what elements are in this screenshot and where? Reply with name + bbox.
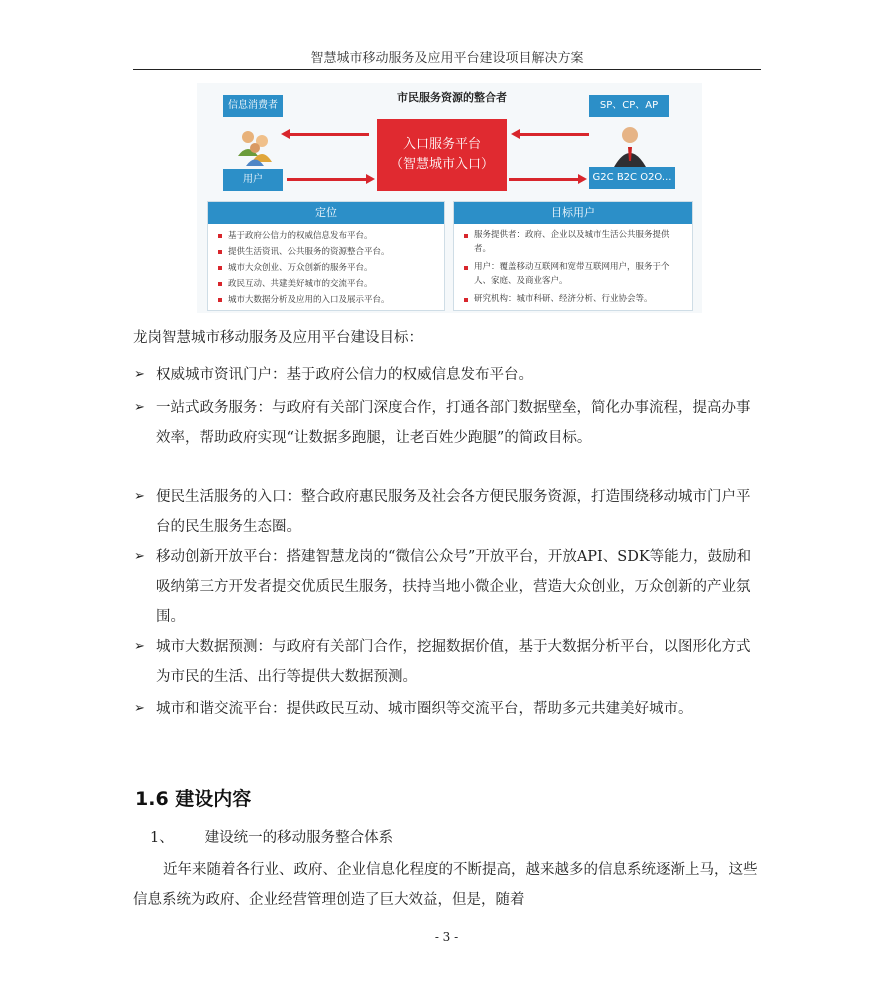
- bullet-item: [133, 482, 761, 542]
- center-line1: 入口服务平台: [402, 137, 481, 152]
- figure-title: 市民服务资源的整合者: [397, 91, 507, 104]
- center-line2: （智慧城市入口）: [389, 157, 494, 172]
- list-item: 服务提供者：政府、企业以及城市生活公共服务提供者。: [464, 228, 684, 256]
- service-types-badge: G2C B2C O2O...: [589, 167, 675, 189]
- target-users-panel-title: 目标用户: [454, 202, 692, 224]
- arrow-to-consumer: [289, 133, 369, 136]
- list-item: 研究机构：城市科研、经济分析、行业协会等。: [464, 292, 684, 306]
- bullet-text: 城市和谐交流平台：提供政民互动、城市圈织等交流平台，帮助多元共建美好城市。: [156, 701, 693, 717]
- bullet-text: 权威城市资讯门户：基于政府公信力的权威信息发布平台。: [156, 367, 533, 383]
- list-item: 政民互动、共建美好城市的交流平台。: [218, 276, 436, 292]
- list-item: 城市大数据分析及应用的入口及展示平台。: [218, 292, 436, 308]
- arrow-from-provider: [519, 133, 589, 136]
- users-icon: [235, 126, 275, 166]
- bullet-marker-icon: ➢: [134, 489, 145, 504]
- page-number: - 3 -: [434, 930, 459, 944]
- architecture-figure: [197, 83, 702, 313]
- sp-cp-ap-badge: SP、CP、AP: [589, 95, 669, 117]
- bullet-marker-icon: ➢: [134, 701, 145, 716]
- positioning-panel: [207, 201, 445, 311]
- bullet-text: 一站式政务服务：与政府有关部门深度合作，打通各部门数据壁垒，简化办事流程，提高办事效率，帮助政府实现“让数据多跑腿，让老百姓少跑腿”的简政目标。: [156, 400, 751, 446]
- header-rule: [133, 69, 761, 70]
- section-title: 1.6 建设内容: [135, 788, 252, 810]
- intro-text: 龙岗智慧城市移动服务及应用平台建设目标：: [133, 330, 423, 346]
- positioning-panel-title: 定位: [208, 202, 444, 224]
- entry-platform-box: [377, 119, 507, 191]
- body-paragraph: 近年来随着各行业、政府、企业信息化程度的不断提高，越来越多的信息系统逐渐上马，这些信息系统为政府、企业经营管理创造了巨大效益，但是，随着: [133, 862, 758, 908]
- subsection-title: [150, 826, 393, 847]
- bullet-text: 移动创新开放平台：搭建智慧龙岗的“微信公众号”开放平台，开放API、SDK等能力，鼓励和吸纳第三方开发者提交优质民生服务，扶持当地小微企业，营造大众创业，万众创新的产业氛围。: [156, 549, 752, 625]
- subsection-number: 1、: [150, 830, 174, 846]
- list-item: 城市大众创业、万众创新的服务平台。: [218, 260, 436, 276]
- bullet-marker-icon: ➢: [134, 367, 145, 382]
- page-header: 智慧城市移动服务及应用平台建设项目解决方案: [310, 51, 584, 66]
- bullet-item: [133, 360, 761, 390]
- subsection-text: 建设统一的移动服务整合体系: [204, 830, 394, 846]
- bullet-marker-icon: ➢: [134, 549, 145, 564]
- businessman-icon: [612, 125, 648, 167]
- arrow-from-user: [287, 178, 367, 181]
- list-item: 提供生活资讯、公共服务的资源整合平台。: [218, 244, 436, 260]
- info-consumer-badge: 信息消费者: [223, 95, 283, 117]
- target-users-panel: [453, 201, 693, 311]
- bullet-item: [133, 393, 761, 453]
- bullet-text: 城市大数据预测：与政府有关部门合作，挖掘数据价值，基于大数据分析平台，以图形化方式为市民的生活、出行等提供大数据预测。: [156, 639, 751, 685]
- bullet-item: [133, 632, 761, 692]
- arrow-to-services: [509, 178, 579, 181]
- list-item: 用户：覆盖移动互联网和宽带互联网用户，服务于个人、家庭、及商业客户。: [464, 260, 684, 288]
- bullet-text: 便民生活服务的入口：整合政府惠民服务及社会各方便民服务资源，打造围绕移动城市门户平台的民生服务生态圈。: [156, 489, 751, 535]
- bullet-item: [133, 694, 761, 724]
- bullet-item: [133, 542, 761, 632]
- user-badge: 用户: [223, 169, 283, 191]
- list-item: 基于政府公信力的权威信息发布平台。: [218, 228, 436, 244]
- bullet-marker-icon: ➢: [134, 400, 145, 415]
- bullet-marker-icon: ➢: [134, 639, 145, 654]
